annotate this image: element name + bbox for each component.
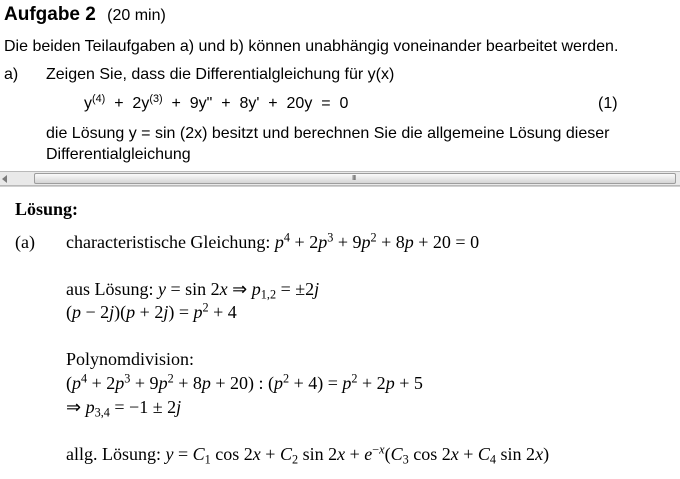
- task-title: Aufgabe 2: [4, 4, 96, 25]
- from-solution-label: aus Lösung:: [66, 279, 154, 299]
- horizontal-scrollbar[interactable]: [0, 171, 680, 186]
- task-intro: Die beiden Teilaufgaben a) und b) können unabhängig voneinander bearbeitet werden.: [4, 38, 619, 55]
- roots-3-4: ⇒ $p_{3,4} = -1 \pm 2j$: [66, 397, 182, 420]
- part-a-text: Zeigen Sie, dass die Differentialgleichung für y(x): [46, 66, 395, 83]
- ode-equation: $y^{(4)} + 2y^{(3)} + 9y$" + 8y' + 20y = 0: [84, 93, 349, 112]
- scrollbar-grip-icon: III: [352, 174, 356, 182]
- part-a-continuation-2: Differentialgleichung: [46, 146, 191, 163]
- char-eq-label: characteristische Gleichung:: [66, 232, 271, 252]
- part-a-label: a): [4, 66, 19, 83]
- poly-division-label: Polynomdivision:: [66, 349, 195, 369]
- poly-division: $(p^4 + 2p^3 + 9p^2 + 8p + 20)$ : $(p^2 + 4) = p^2 + 2p + 5$: [66, 371, 423, 393]
- roots-from-solution: aus Lösung: y = sin 2x ⇒ $p_{1,2} = \pm 2j$: [66, 279, 320, 302]
- task-statement: [0, 0, 680, 168]
- scrollbar-thumb[interactable]: [34, 173, 676, 184]
- solution-heading: Lösung:: [15, 199, 79, 219]
- section-divider: [0, 186, 680, 187]
- general-label: allg. Lösung:: [66, 444, 161, 464]
- task-header: [4, 4, 166, 26]
- scroll-left-arrow-icon[interactable]: [2, 175, 7, 183]
- characteristic-equation: characteristische Gleichung: $p^4 + 2p^3 + 9p^2 + 8p + 20 = 0$: [66, 230, 480, 252]
- part-a-continuation-1: die Lösung y = sin (2x) besitzt und berechnen Sie die allgemeine Lösung dieser: [46, 125, 610, 142]
- task-duration: (20 min): [107, 7, 166, 24]
- general-solution: allg. Lösung: $y = C_1$ $\cos 2x + C_2$ $\sin 2x + e^{-x}(C_3$ $\cos 2x + C_4$ sin 2x): [66, 442, 550, 467]
- solution-part-label: (a): [15, 232, 35, 252]
- factor-product: $(p - 2j)(p + 2j) = p^2 + 4$: [66, 300, 237, 322]
- equation-number: (1): [598, 95, 618, 112]
